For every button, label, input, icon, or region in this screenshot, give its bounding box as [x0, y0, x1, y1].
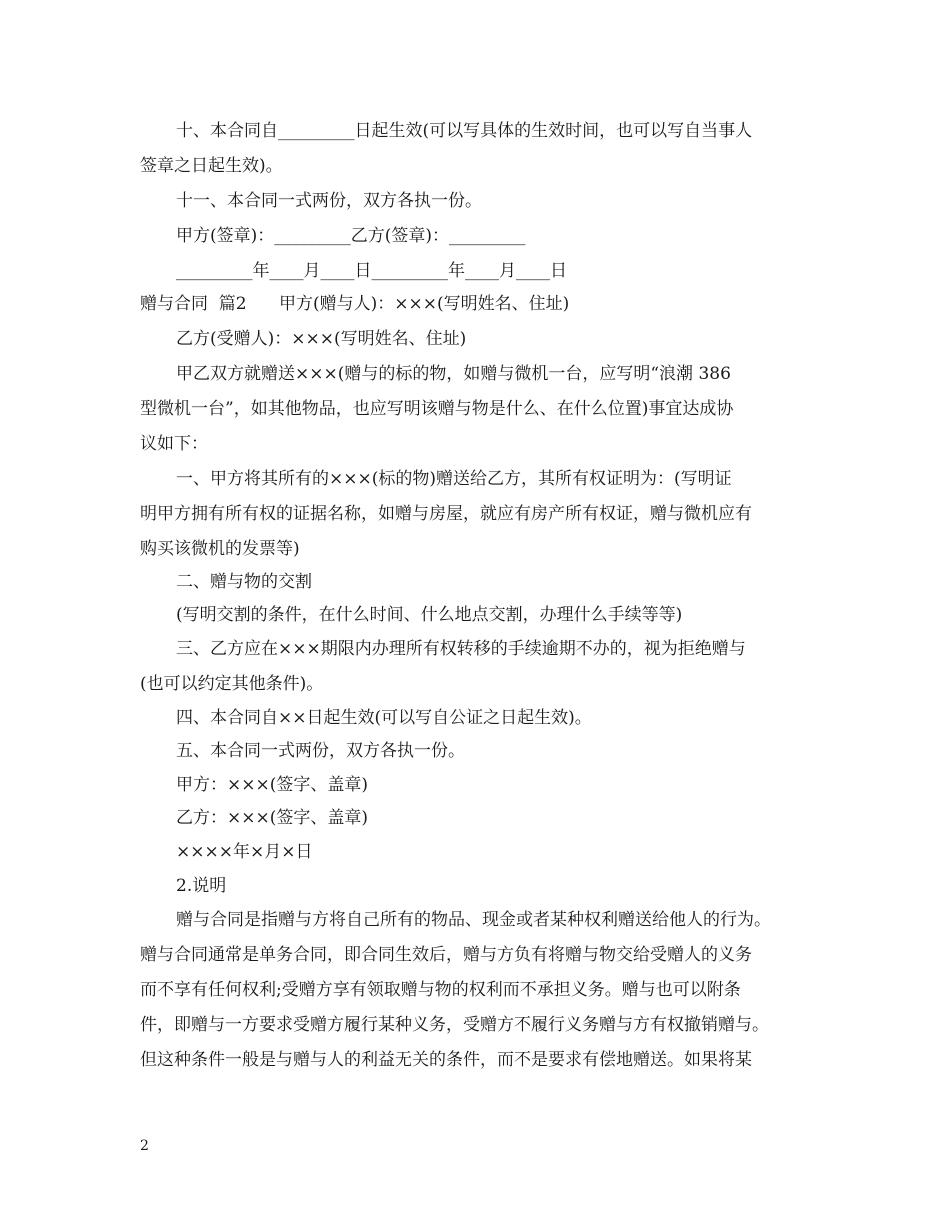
text-line: 五、本合同一式两份，双方各执一份。	[176, 741, 465, 761]
text-line: 二、赠与物的交割	[176, 572, 312, 592]
text-line: 明甲方拥有所有权的证据名称，如赠与房屋，就应有房产所有权证，赠与微机应有	[140, 504, 752, 524]
text-line: (写明交割的条件，在什么时间、什么地点交割，办理什么手续等等)	[176, 605, 683, 625]
section-heading: 2.说明	[176, 876, 227, 896]
text-line: 甲乙双方就赠送×××(赠与的标的物，如赠与微机一台，应写明“浪潮 386	[176, 364, 731, 384]
text-line: 赠与合同通常是单务合同，即合同生效后，赠与方负有将赠与物交给受赠人的义务	[140, 945, 752, 965]
text-line: 但这种条件一般是与赠与人的利益无关的条件，而不是要求有偿地赠送。如果将某	[140, 1050, 752, 1070]
text-line: 型微机一台”，如其他物品，也应写明该赠与物是什么、在什么位置)事宜达成协	[140, 399, 734, 419]
text-line: 十一、本合同一式两份，双方各执一份。	[176, 191, 482, 211]
text-line: ××××年×月×日	[176, 842, 313, 862]
text-line: 议如下：	[140, 434, 208, 454]
text-line: _________年____月____日_________年____月____日	[176, 261, 567, 281]
text-line: 签章之日起生效)。	[140, 156, 283, 176]
text-line: 十、本合同自_________日起生效(可以写具体的生效时间，也可以写自当事人	[176, 121, 753, 141]
text-line: 赠与合同是指赠与方将自己所有的物品、现金或者某种权利赠送给他人的行为。	[176, 910, 771, 930]
text-line: 四、本合同自××日起生效(可以写自公证之日起生效)。	[176, 708, 592, 728]
text-line: 甲方(签章)：_________乙方(签章)：_________	[176, 226, 526, 246]
text-line: 乙方(受赠人)：×××(写明姓名、住址)	[176, 329, 467, 349]
text-line: 而不享有任何权利;受赠方享有领取赠与物的权利而不承担义务。赠与也可以附条	[140, 980, 741, 1000]
section-heading: 赠与合同 篇2 甲方(赠与人)：×××(写明姓名、住址)	[140, 294, 570, 314]
text-line: 件，即赠与一方要求受赠方履行某种义务，受赠方不履行义务赠与方有权撤销赠与。	[140, 1015, 769, 1035]
text-line: 甲方：×××(签字、盖章)	[176, 775, 368, 795]
page-number: 2	[140, 1138, 149, 1154]
text-line: (也可以约定其他条件)。	[140, 674, 324, 694]
text-line: 三、乙方应在×××期限内办理所有权转移的手续逾期不办的，视为拒绝赠与	[176, 639, 746, 659]
text-line: 乙方：×××(签字、盖章)	[176, 808, 368, 828]
text-line: 购买该微机的发票等)	[140, 539, 300, 559]
text-line: 一、甲方将其所有的×××(标的物)赠送给乙方，其所有权证明为：(写明证	[176, 469, 732, 489]
